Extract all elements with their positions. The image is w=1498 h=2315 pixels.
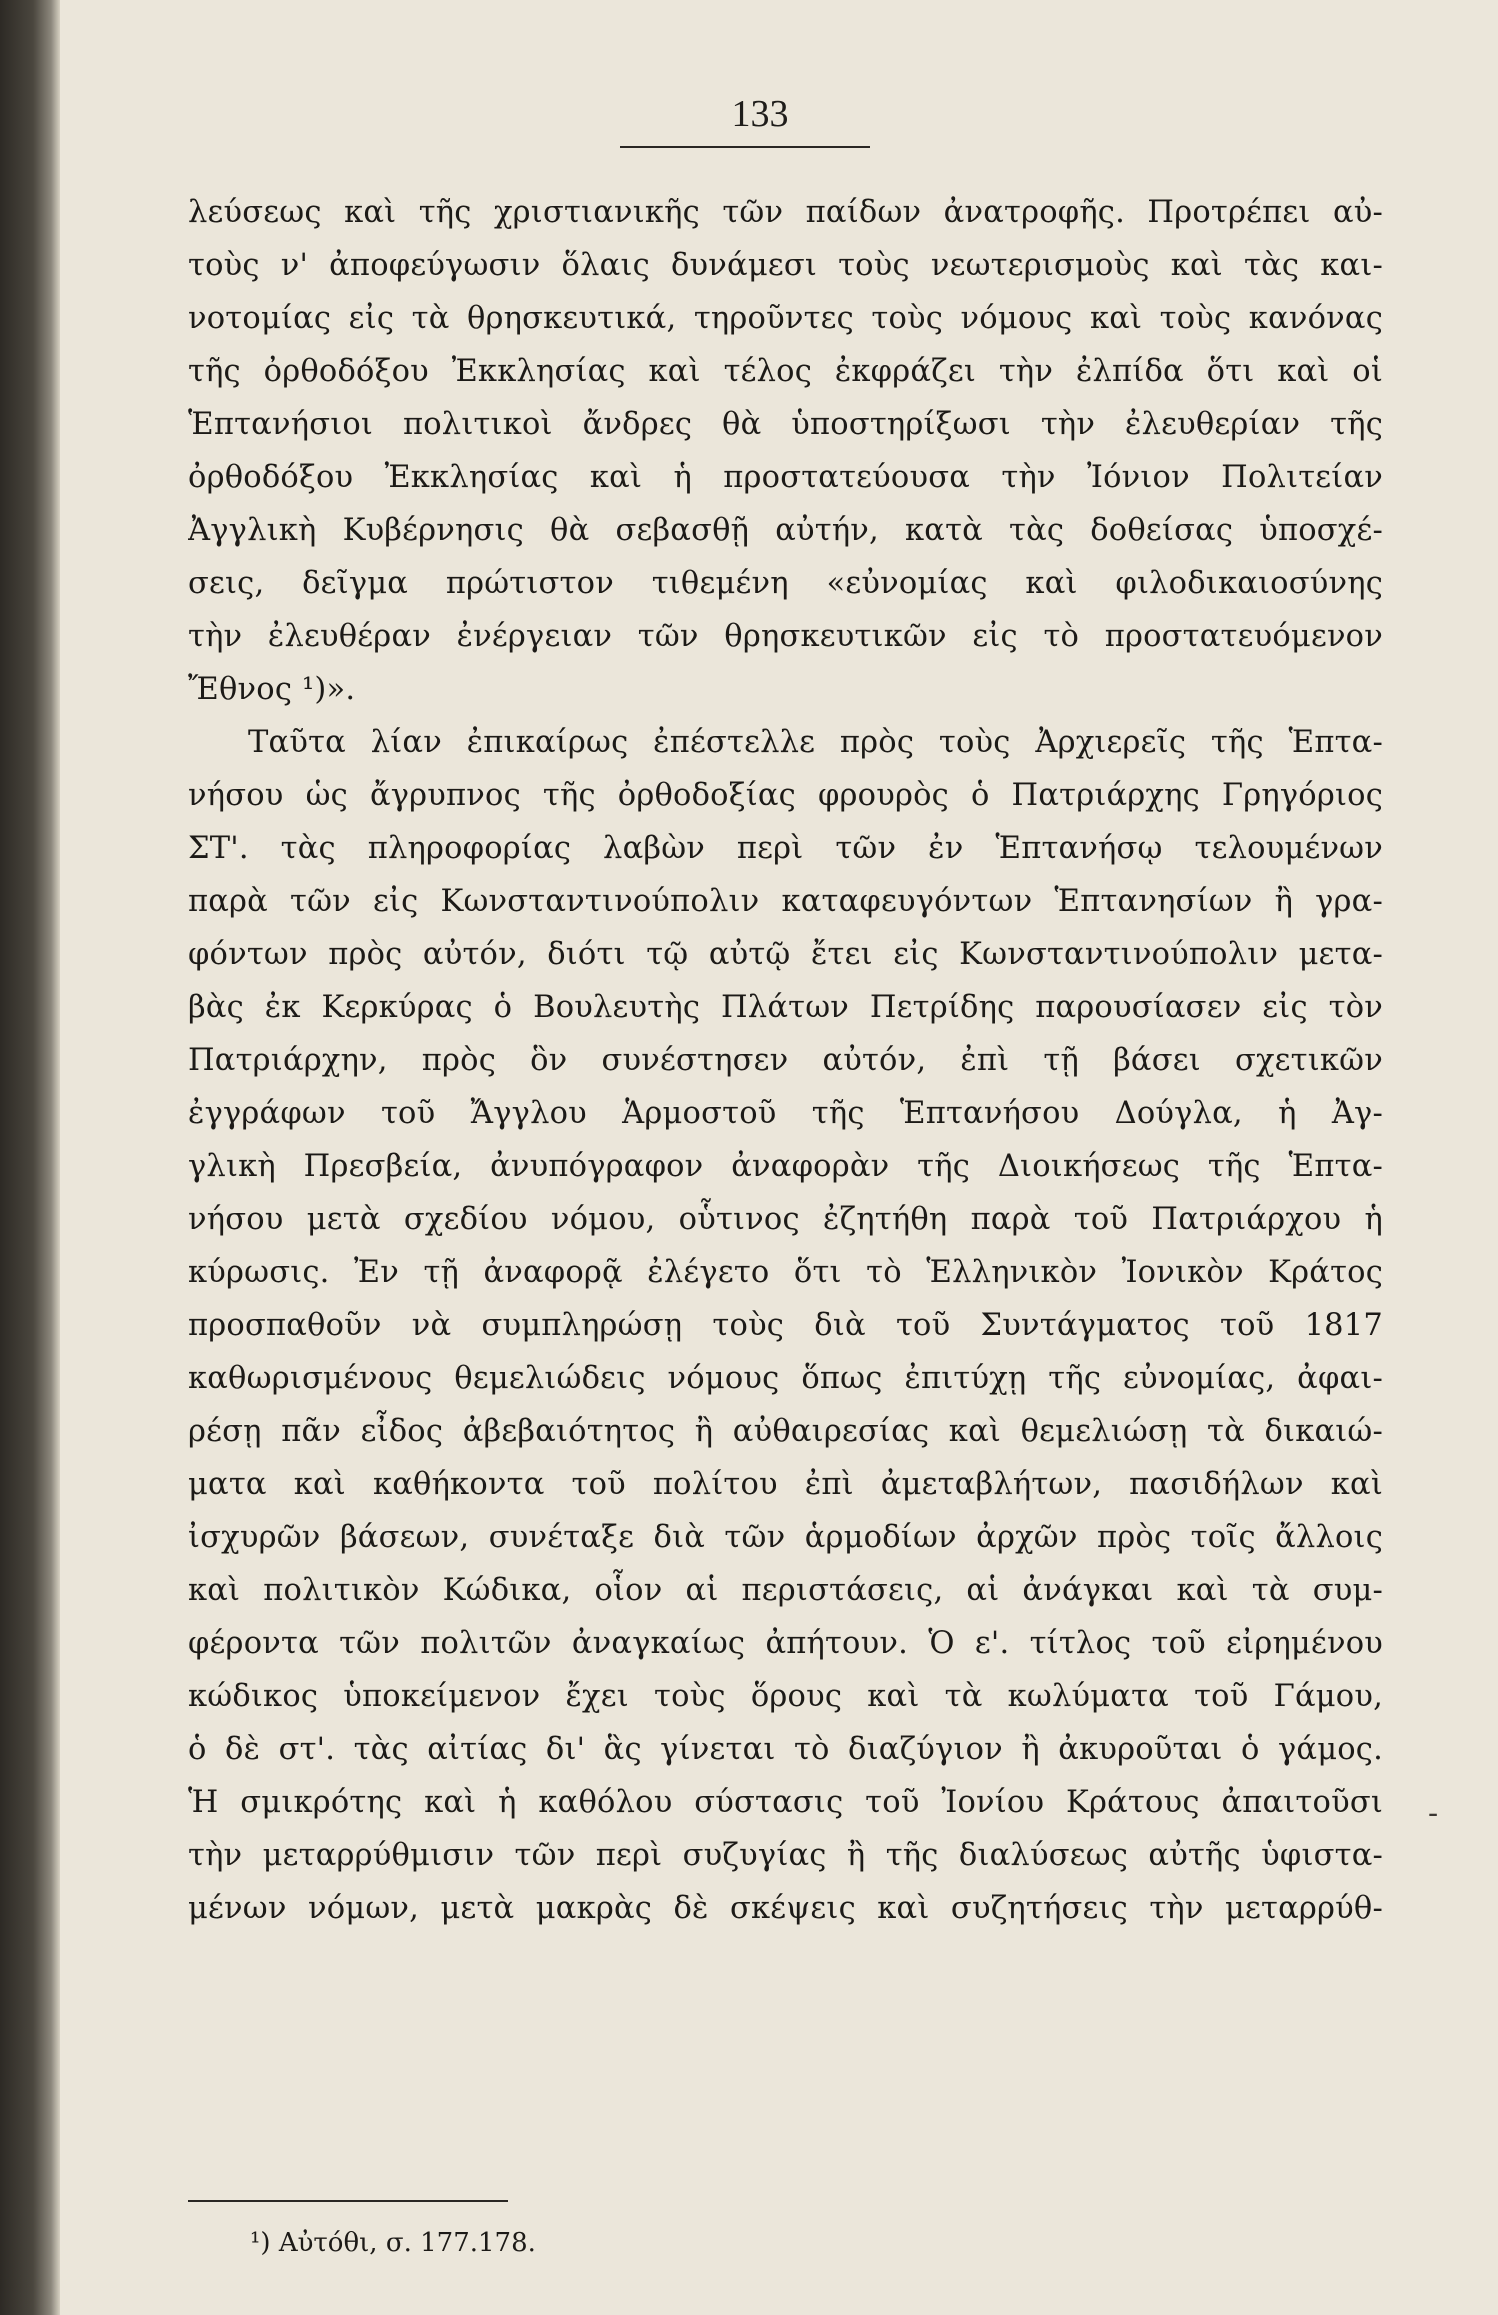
text-line: φέροντα τῶν πολιτῶν ἀναγκαίως ἀπήτουν. Ὁ ε'. τίτλος τοῦ εἰρημένου — [188, 1626, 1383, 1661]
text-line: ματα καὶ καθήκοντα τοῦ πολίτου ἐπὶ ἀμεταβλήτων, πασιδήλων καὶ — [188, 1467, 1383, 1502]
header-rule — [620, 146, 870, 148]
text-line: γλικὴ Πρεσβεία, ἀνυπόγραφον ἀναφορὰν τῆς Διοικήσεως τῆς Ἑπτα- — [188, 1149, 1383, 1184]
text-line: Ἀγγλικὴ Κυβέρνησις θὰ σεβασθῇ αὐτήν, κατὰ τὰς δοθείσας ὑποσχέ- — [188, 513, 1383, 548]
text-line: ἐγγράφων τοῦ Ἄγγλου Ἁρμοστοῦ τῆς Ἑπτανήσου Δούγλα, ἡ Ἀγ- — [188, 1096, 1383, 1131]
text-line: τοὺς ν' ἀποφεύγωσιν ὅλαις δυνάμεσι τοὺς νεωτερισμοὺς καὶ τὰς και- — [188, 248, 1383, 283]
text-line: τῆς ὀρθοδόξου Ἐκκλησίας καὶ τέλος ἐκφράζει τὴν ἐλπίδα ὅτι καὶ οἱ — [188, 354, 1383, 389]
body-text — [188, 186, 1383, 1935]
text-line: φόντων πρὸς αὐτόν, διότι τῷ αὐτῷ ἔτει εἰς Κωνσταντινούπολιν μετα- — [188, 937, 1383, 972]
text-line: νήσου μετὰ σχεδίου νόμου, οὗτινος ἐζητήθη παρὰ τοῦ Πατριάρχου ἡ — [188, 1202, 1383, 1237]
text-line: τὴν μεταρρύθμισιν τῶν περὶ συζυγίας ἢ τῆς διαλύσεως αὐτῆς ὑφιστα- — [188, 1838, 1383, 1873]
text-line: μένων νόμων, μετὰ μακρὰς δὲ σκέψεις καὶ συζητήσεις τὴν μεταρρύθ- — [188, 1891, 1383, 1926]
margin-mark: - — [1428, 1796, 1439, 1831]
text-line: Ἔθνος ¹)». — [188, 672, 356, 707]
text-line: καὶ πολιτικὸν Κώδικα, οἷον αἱ περιστάσεις, αἱ ἀνάγκαι καὶ τὰ συμ- — [188, 1573, 1383, 1608]
footnote: ¹) Αὐτόθι, σ. 177.178. — [250, 2228, 536, 2258]
text-line: ὁ δὲ στ'. τὰς αἰτίας δι' ἃς γίνεται τὸ διαζύγιον ἢ ἀκυροῦται ὁ γάμος. — [188, 1732, 1383, 1767]
text-line: Ταῦτα λίαν ἐπικαίρως ἐπέστελλε πρὸς τοὺς Ἀρχιερεῖς τῆς Ἑπτα- — [248, 725, 1383, 760]
footnote-rule — [188, 2200, 508, 2202]
text-line: Πατριάρχην, πρὸς ὃν συνέστησεν αὐτόν, ἐπὶ τῇ βάσει σχετικῶν — [188, 1043, 1383, 1078]
text-line: ΣΤ'. τὰς πληροφορίας λαβὼν περὶ τῶν ἐν Ἑπτανήσῳ τελουμένων — [188, 831, 1383, 866]
text-line: ἰσχυρῶν βάσεων, συνέταξε διὰ τῶν ἁρμοδίων ἀρχῶν πρὸς τοῖς ἄλλοις — [188, 1520, 1383, 1555]
book-page — [60, 0, 1498, 2315]
text-line: τὴν ἐλευθέραν ἐνέργειαν τῶν θρησκευτικῶν εἰς τὸ προστατευόμενον — [188, 619, 1383, 654]
text-line: νοτομίας εἰς τὰ θρησκευτικά, τηροῦντες τοὺς νόμους καὶ τοὺς κανόνας — [188, 301, 1383, 336]
text-line: προσπαθοῦν νὰ συμπληρώσῃ τοὺς διὰ τοῦ Συντάγματος τοῦ 1817 — [188, 1308, 1383, 1343]
text-line: νήσου ὡς ἄγρυπνος τῆς ὀρθοδοξίας φρουρὸς ὁ Πατριάρχης Γρηγόριος — [188, 778, 1383, 813]
text-line: βὰς ἐκ Κερκύρας ὁ Βουλευτὴς Πλάτων Πετρίδης παρουσίασεν εἰς τὸν — [188, 990, 1383, 1025]
text-line: λεύσεως καὶ τῆς χριστιανικῆς τῶν παίδων ἀνατροφῆς. Προτρέπει αὐ- — [188, 195, 1383, 230]
text-line: σεις, δεῖγμα πρώτιστον τιθεμένη «εὐνομίας καὶ φιλοδικαιοσύνης — [188, 566, 1383, 601]
text-line: Ἑπτανήσιοι πολιτικοὶ ἄνδρες θὰ ὑποστηρίξωσι τὴν ἐλευθερίαν τῆς — [188, 407, 1383, 442]
text-line: ρέσῃ πᾶν εἶδος ἀβεβαιότητος ἢ αὐθαιρεσίας καὶ θεμελιώσῃ τὰ δικαιώ- — [188, 1414, 1383, 1449]
text-line: καθωρισμένους θεμελιώδεις νόμους ὅπως ἐπιτύχῃ τῆς εὐνομίας, ἀφαι- — [188, 1361, 1383, 1396]
book-binding-shadow — [0, 0, 60, 2315]
text-line: κύρωσις. Ἐν τῇ ἀναφορᾷ ἐλέγετο ὅτι τὸ Ἑλληνικὸν Ἰονικὸν Κράτος — [188, 1255, 1383, 1290]
text-line: κώδικος ὑποκείμενον ἔχει τοὺς ὅρους καὶ τὰ κωλύματα τοῦ Γάμου, — [188, 1679, 1383, 1714]
text-line: ὀρθοδόξου Ἐκκλησίας καὶ ἡ προστατεύουσα τὴν Ἰόνιον Πολιτείαν — [188, 460, 1383, 495]
text-line: παρὰ τῶν εἰς Κωνσταντινούπολιν καταφευγόντων Ἑπτανησίων ἢ γρα- — [188, 884, 1383, 919]
page-number: 133 — [731, 93, 789, 135]
text-line: Ἡ σμικρότης καὶ ἡ καθόλου σύστασις τοῦ Ἰονίου Κράτους ἀπαιτοῦσι — [188, 1785, 1383, 1820]
